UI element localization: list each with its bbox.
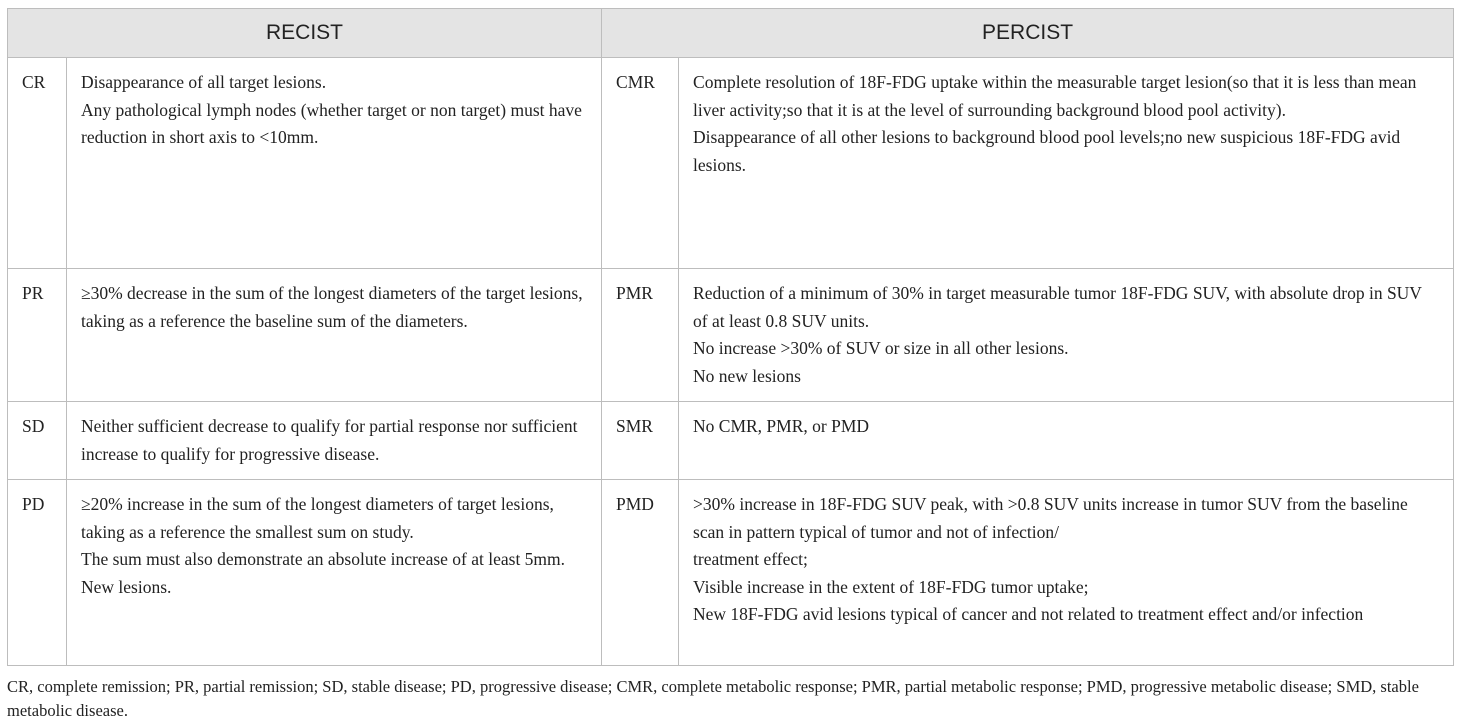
recist-abbr: CR [8, 58, 67, 269]
description-line: >30% increase in 18F-FDG SUV peak, with >0.8 SUV units increase in tumor SUV from the baseline scan in pattern typical of tumor and not of infection/ [693, 494, 1408, 542]
header-percist: PERCIST [602, 9, 1454, 58]
percist-description [679, 58, 1454, 269]
recist-abbr: PR [8, 269, 67, 402]
table-header-row [8, 9, 1454, 58]
table-row [8, 269, 1454, 402]
recist-percist-table [7, 8, 1454, 666]
recist-abbr: PD [8, 480, 67, 666]
table-row [8, 402, 1454, 480]
percist-abbr: PMD [602, 480, 679, 666]
description-line: Reduction of a minimum of 30% in target measurable tumor 18F-FDG SUV, with absolute drop in SUV of at least 0.8 SUV units. [693, 283, 1422, 331]
percist-abbr: CMR [602, 58, 679, 269]
recist-description [67, 58, 602, 269]
percist-description [679, 269, 1454, 402]
description-line: Disappearance of all other lesions to background blood pool levels;no new suspicious 18F-FDG avid lesions. [693, 127, 1401, 175]
percist-description [679, 480, 1454, 666]
table-row [8, 480, 1454, 666]
table-figure [7, 8, 1453, 723]
description-line: No new lesions [693, 365, 801, 386]
description-line: ≥30% decrease in the sum of the longest diameters of the target lesions, taking as a reference the baseline sum of the diameters. [81, 283, 583, 331]
description-line: No increase >30% of SUV or size in all other lesions. [693, 338, 1069, 358]
percist-description [679, 402, 1454, 480]
description-line: Complete resolution of 18F-FDG uptake within the measurable target lesion(so that it is less than mean liver activity;so that it is at the level of surrounding background blood pool activity). [693, 72, 1417, 120]
description-line: ≥20% increase in the sum of the longest diameters of target lesions, taking as a reference the smallest sum on study. [81, 494, 554, 542]
description-line: Any pathological lymph nodes (whether target or non target) must have reduction in short axis to <10mm. [81, 99, 582, 147]
description-line: treatment effect; [693, 549, 808, 569]
percist-abbr: SMR [602, 402, 679, 480]
description-line: Visible increase in the extent of 18F-FDG tumor uptake; [693, 576, 1089, 597]
description-line: The sum must also demonstrate an absolute increase of at least 5mm. [81, 549, 566, 569]
table-footnote: CR, complete remission; PR, partial remission; SD, stable disease; PD, progressive disease; CMR, complete metabolic response; PMR, partial metabolic response; PMD, progressive metabolic disease; SMD, stable metabolic disease. [7, 677, 1419, 720]
table-row [8, 58, 1454, 269]
description-line: Neither sufficient decrease to qualify for partial response nor sufficient increase to qualify for progressive disease. [81, 416, 578, 464]
percist-abbr: PMR [602, 269, 679, 402]
description-line: No CMR, PMR, or PMD [693, 416, 870, 436]
recist-description [67, 480, 602, 666]
recist-description [67, 269, 602, 402]
description-line: Disappearance of all target lesions. [81, 72, 327, 92]
recist-description [67, 402, 602, 480]
description-line: New 18F-FDG avid lesions typical of cancer and not related to treatment effect and/or infection [693, 604, 1364, 624]
description-line: New lesions. [81, 576, 172, 597]
recist-abbr: SD [8, 402, 67, 480]
header-recist: RECIST [8, 9, 602, 58]
